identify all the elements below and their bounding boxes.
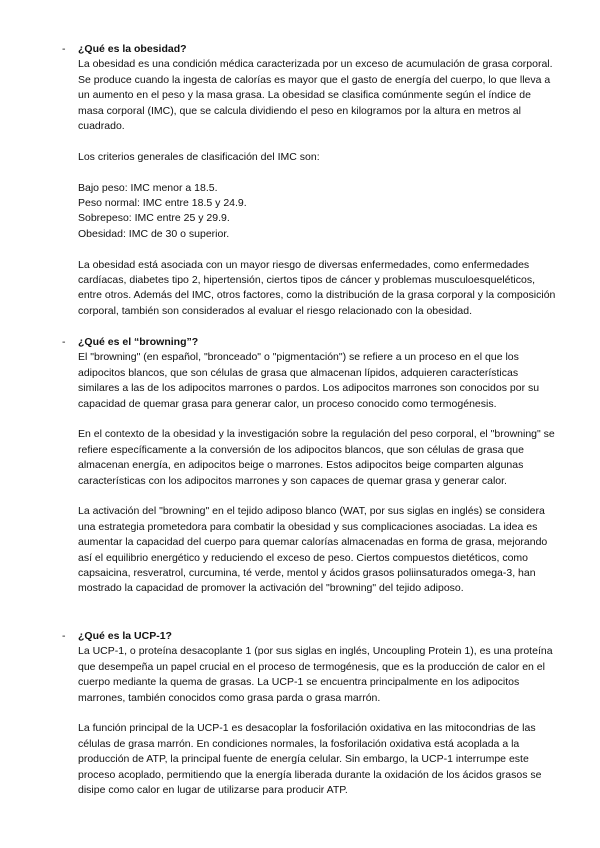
section-heading: ¿Qué es la obesidad? (78, 43, 187, 55)
paragraph: En el contexto de la obesidad y la investigación sobre la regulación del peso corporal, el "browning" se refiere específicamente a la conversión de los adipocitos blancos, que son células de grasa que almacenan energía, en adipocitos beige o marrones. Estos adipocitos beige comparten algunas características con los adipocitos marrones y son capaces de quemar grasa y generar calor. (78, 428, 555, 487)
paragraph: La activación del "browning" en el tejido adiposo blanco (WAT, por sus siglas en inglés) se considera una estrategia prometedora para combatir la obesidad y sus complicaciones asociadas. La idea es aumentar la capacidad del cuerpo para quemar calorías almacenadas en forma de grasa, mejorando así el equilibrio energético y reduciendo el exceso de peso. Ciertos compuestos dietéticos, como capsaicina, resveratrol, curcumina, té verde, mentol y ácidos grasos poliinsaturados omega-3, han mostrado la capacidad de promover la activación del "browning" del tejido adiposo. (78, 505, 548, 595)
criteria-item: Obesidad: IMC de 30 o superior. (78, 227, 230, 240)
paragraph: El "browning" (en español, "bronceado" o "pigmentación") se refiere a un proceso en el que los adipocitos blancos, que son células de grasa que almacenan lípidos, adquieren características similares a las de los adipocitos marrones o pardos. Los adipocitos marrones son conocidos por su capacidad de quemar grasa para generar calor, un proceso conocido como termogénesis. (78, 351, 540, 410)
criteria-item: Sobrepeso: IMC entre 25 y 29.9. (78, 212, 230, 225)
section-heading: ¿Qué es la UCP-1? (78, 630, 172, 642)
bullet-marker: - (62, 630, 66, 642)
section-ucp1 (62, 629, 556, 798)
bullet-marker: - (62, 336, 66, 348)
section-heading: ¿Qué es el “browning”? (78, 336, 199, 348)
paragraph: La función principal de la UCP-1 es desacoplar la fosforilación oxidativa en las mitocondrias de las células de grasa marrón. En condiciones normales, la fosforilación oxidativa está acoplada a la producción de ATP, la principal fuente de energía celular. Sin embargo, la UCP-1 interrumpe este proceso acoplado, permitiendo que la energía liberada durante la oxidación de los ácidos grasos se disipe como calor en lugar de utilizarse para producir ATP. (78, 722, 542, 797)
paragraph: Los criterios generales de clasificación del IMC son: (78, 150, 320, 163)
criteria-list (78, 181, 556, 243)
section-browning (62, 335, 556, 597)
criteria-item: Bajo peso: IMC menor a 18.5. (78, 181, 218, 194)
paragraph: La UCP-1, o proteína desacoplante 1 (por sus siglas en inglés, Uncoupling Protein 1), es una proteína que desempeña un papel crucial en el proceso de termogénesis, que es la producción de calor en el cuerpo mediante la quema de grasas. La UCP-1 se encuentra principalmente en los adipocitos marrones, también conocidos como grasa parda o grasa marrón. (78, 645, 553, 704)
bullet-marker: - (62, 43, 66, 55)
section-obesidad (62, 42, 556, 319)
criteria-item: Peso normal: IMC entre 18.5 y 24.9. (78, 197, 247, 210)
paragraph: La obesidad es una condición médica caracterizada por un exceso de acumulación de grasa corporal. Se produce cuando la ingesta de calorías es mayor que el gasto de energía del cuerpo, lo que lleva a un aumento en el peso y la masa grasa. La obesidad se clasifica comúnmente según el índice de masa corporal (IMC), que se calcula dividiendo el peso en kilogramos por la altura en metros al cuadrado. (78, 58, 553, 133)
paragraph: La obesidad está asociada con un mayor riesgo de diversas enfermedades, como enfermedades cardíacas, diabetes tipo 2, hipertensión, ciertos tipos de cáncer y problemas musculoesqueléticos, entre otros. Además del IMC, otros factores, como la distribución de la grasa corporal y la composición corporal, también son considerados al evaluar el riesgo relacionado con la obesidad. (78, 258, 556, 317)
